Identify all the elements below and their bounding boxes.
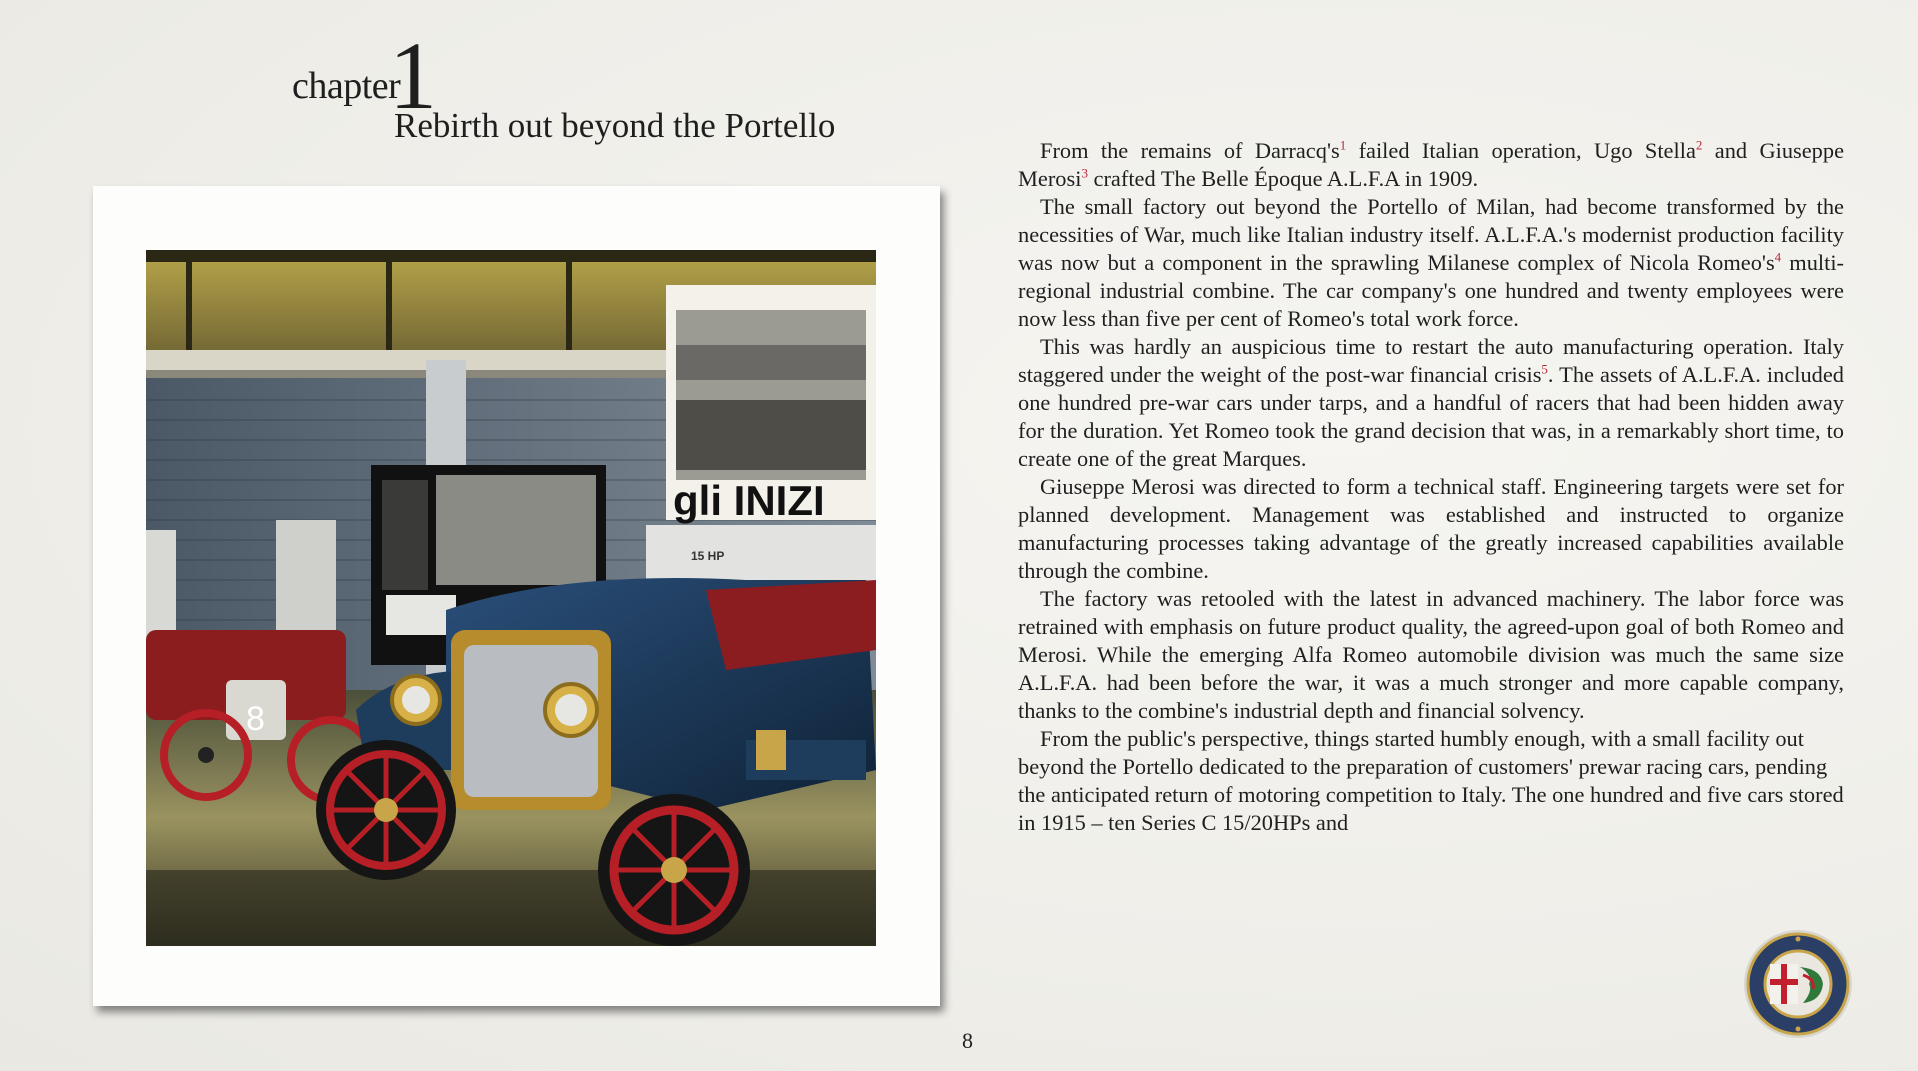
- footnote-ref[interactable]: 3: [1081, 165, 1088, 181]
- paragraph: [1018, 193, 1844, 333]
- page-number: 8: [962, 1028, 973, 1053]
- vintage-car-illustration: [146, 250, 876, 946]
- text-run: This was hardly an auspicious time to restart the auto manufacturing operation. Italy staggered under the weight of the post-war financial crisis: [1018, 334, 1844, 387]
- chapter-word: chapter: [292, 65, 401, 107]
- chapter-body-text: [1018, 137, 1844, 837]
- paragraph: [1018, 473, 1844, 585]
- alfa-romeo-badge-icon: [1743, 929, 1853, 1039]
- text-run: From the remains of Darracq's: [1040, 138, 1340, 163]
- chapter-title: Rebirth out beyond the Portello: [394, 106, 836, 145]
- paragraph: [1018, 137, 1844, 193]
- plaque-label: 15 HP: [691, 549, 725, 563]
- footnote-ref[interactable]: 5: [1541, 361, 1548, 377]
- paragraph: [1018, 333, 1844, 473]
- text-run: and Giuseppe Merosi: [1018, 138, 1845, 191]
- museum-car-photo: [146, 250, 876, 946]
- text-run: . The assets of A.L.F.A. included one hundred pre-war cars under tarps, and a handful of racers that had been hidden away for the duration. Yet Romeo took the grand decision that was, in a remarkably short time, to create one of the great Marques.: [1018, 362, 1844, 471]
- text-run: failed Italian operation, Ugo Stella: [1346, 138, 1696, 163]
- car-number: 8: [246, 700, 265, 738]
- text-run: crafted The Belle Époque A.L.F.A in 1909.: [1087, 166, 1479, 191]
- chapter-number: 1: [389, 22, 437, 129]
- paragraph: [1018, 725, 1844, 837]
- poster-text: gli INIZI: [673, 477, 825, 524]
- photo-frame: [93, 186, 940, 1006]
- footnote-ref[interactable]: 2: [1695, 137, 1703, 153]
- paragraph: [1018, 585, 1844, 725]
- footnote-ref[interactable]: 4: [1774, 249, 1782, 265]
- text-run: Giuseppe Merosi was directed to form a technical staff. Engineering targets were set for planned development. Management was established and instructed to organize manufacturing processes taking advantage of the greatly increased capabilities available through the combine.: [1018, 474, 1844, 583]
- text-run: The factory was retooled with the latest in advanced machinery. The labor force was retrained with emphasis on future product quality, the agreed-upon goal of both Romeo and Merosi. While the emerging Alfa Romeo automobile division was much the same size A.L.F.A. had been before the war, it was a much stronger and more capable company, thanks to the combine's industrial depth and financial solvency.: [1018, 586, 1844, 723]
- text-run: multi-regional industrial combine. The car company's one hundred and twenty employees were now less than five per cent of Romeo's total work force.: [1018, 250, 1845, 331]
- text-run: From the public's perspective, things started humbly enough, with a small facility out beyond the Portello dedicated to the preparation of customers' prewar racing cars, pending the anticipated return of motoring competition to Italy. The one hundred and five cars stored in 1915 – ten Series C 15/20HPs and: [1018, 726, 1844, 835]
- text-run: The small factory out beyond the Portello of Milan, had become transformed by the necessities of War, much like Italian industry itself. A.L.F.A.'s modernist production facility was now but a component in the sprawling Milanese complex of Nicola Romeo's: [1018, 194, 1844, 275]
- footnote-ref[interactable]: 1: [1339, 137, 1347, 153]
